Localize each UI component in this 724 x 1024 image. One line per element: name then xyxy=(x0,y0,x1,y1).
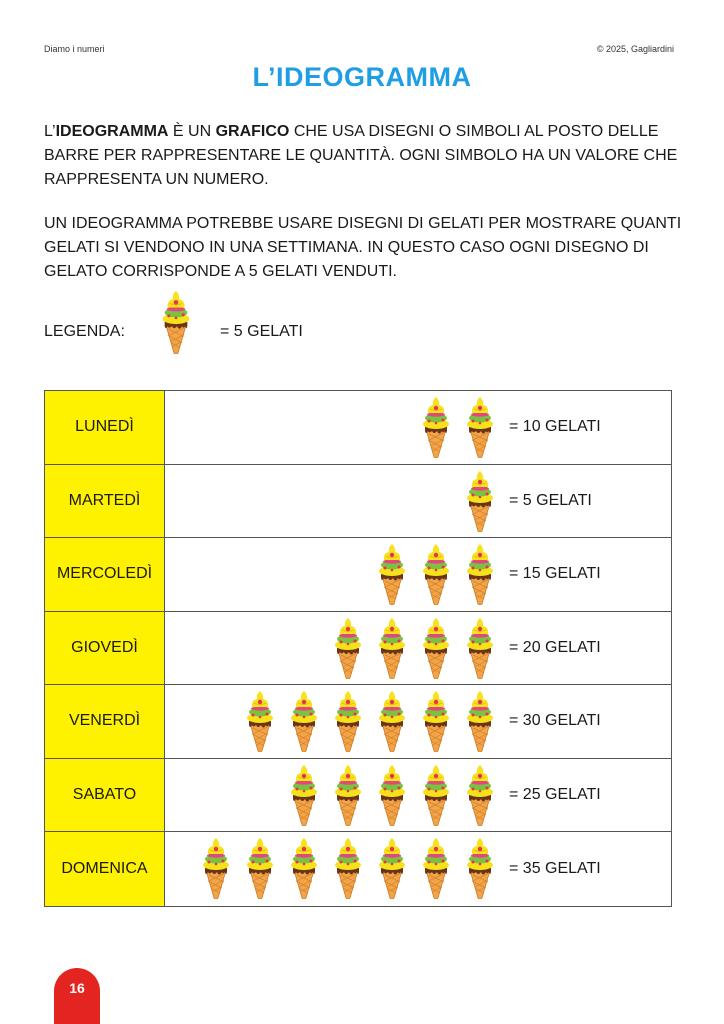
ice-cream-cone-icon xyxy=(465,690,495,752)
day-label: VENERDÌ xyxy=(45,685,165,758)
ice-cream-cone-icon xyxy=(421,543,451,605)
header-book-title: Diamo i numeri xyxy=(44,44,105,54)
legend-label: LEGENDA: xyxy=(44,323,125,340)
day-label: MERCOLEDÌ xyxy=(45,538,165,611)
ice-cream-cone-icon xyxy=(421,837,451,899)
ice-cream-cone-icon xyxy=(465,543,495,605)
ice-cream-cone-icon xyxy=(377,690,407,752)
legend-value: = 5 GELATI xyxy=(220,323,303,340)
term-ideogramma: IDEOGRAMMA xyxy=(55,123,169,140)
table-row xyxy=(45,538,671,612)
ice-cream-cone-icon xyxy=(421,690,451,752)
ice-cream-cone-icon xyxy=(201,837,231,899)
page-title: L’IDEOGRAMMA xyxy=(252,62,472,92)
day-label: MARTEDÌ xyxy=(45,465,165,538)
table-row xyxy=(45,391,671,465)
ice-cream-cone-icon xyxy=(421,396,451,458)
ice-cream-cone-icon xyxy=(465,617,495,679)
ice-cream-cone-icon xyxy=(377,617,407,679)
row-total-label: = 10 GELATI xyxy=(509,418,601,436)
ice-cream-cone-icon xyxy=(333,690,363,752)
table-row xyxy=(45,465,671,539)
ice-cream-cone-icon xyxy=(377,764,407,826)
ice-cream-cone-icon xyxy=(289,764,319,826)
row-total-label: = 35 GELATI xyxy=(509,859,601,877)
row-total-label: = 20 GELATI xyxy=(509,638,601,656)
day-label: DOMENICA xyxy=(45,832,165,906)
table-row xyxy=(45,685,671,759)
row-total-label: = 5 GELATI xyxy=(509,491,592,509)
row-total-label: = 25 GELATI xyxy=(509,785,601,803)
day-label: GIOVEDÌ xyxy=(45,612,165,685)
row-total-label: = 30 GELATI xyxy=(509,712,601,730)
legend-ice-cream-icon xyxy=(160,290,192,354)
page-number-badge: 16 xyxy=(54,968,100,1024)
symbol-group xyxy=(465,468,495,532)
symbol-group xyxy=(377,541,495,605)
day-label: SABATO xyxy=(45,759,165,832)
table-row xyxy=(45,612,671,686)
symbol-group xyxy=(333,615,495,679)
ice-cream-cone-icon xyxy=(289,690,319,752)
day-label: LUNEDÌ xyxy=(45,391,165,464)
ice-cream-cone-icon xyxy=(333,764,363,826)
ice-cream-cone-icon xyxy=(465,470,495,532)
ice-cream-cone-icon xyxy=(377,543,407,605)
intro-mid: È UN xyxy=(168,123,216,140)
intro-paragraph xyxy=(44,120,684,192)
ice-cream-cone-icon xyxy=(421,764,451,826)
ice-cream-cone-icon xyxy=(245,837,275,899)
ice-cream-cone-icon xyxy=(289,837,319,899)
ice-cream-cone-icon xyxy=(245,690,275,752)
header-copyright: © 2025, Gagliardini xyxy=(596,44,674,54)
ice-cream-cone-icon xyxy=(333,837,363,899)
table-row xyxy=(45,832,671,906)
ice-cream-cone-icon xyxy=(465,837,495,899)
symbol-group xyxy=(201,835,495,899)
ice-cream-cone-icon xyxy=(465,396,495,458)
ice-cream-cone-icon xyxy=(377,837,407,899)
ice-cream-cone-icon xyxy=(333,617,363,679)
symbol-group xyxy=(245,688,495,752)
symbol-group xyxy=(421,394,495,458)
ice-cream-cone-icon xyxy=(465,764,495,826)
ice-cream-cone-icon xyxy=(160,290,192,354)
ice-cream-cone-icon xyxy=(421,617,451,679)
intro-pre: L’ xyxy=(44,123,56,140)
ideogram-table xyxy=(44,390,672,907)
row-total-label: = 15 GELATI xyxy=(509,565,601,583)
legend xyxy=(44,290,444,356)
example-paragraph: UN IDEOGRAMMA POTREBBE USARE DISEGNI DI GELATI PER MOSTRARE QUANTI GELATI SI VENDONO IN UNA SETTIMANA. IN QUESTO CASO OGNI DISEGNO DI GELATO CORRISPONDE A 5 GELATI VENDUTI. xyxy=(44,215,682,280)
symbol-group xyxy=(289,762,495,826)
intro-post: CHE USA DISEGNI O SIMBOLI AL POSTO DELLE BARRE PER RAPPRESENTARE LE QUANTITÀ. OGNI SIMBOLO HA UN VALORE CHE RAPPRESENTA UN NUMERO. xyxy=(44,123,678,188)
term-grafico: GRAFICO xyxy=(215,123,290,140)
table-row xyxy=(45,759,671,833)
